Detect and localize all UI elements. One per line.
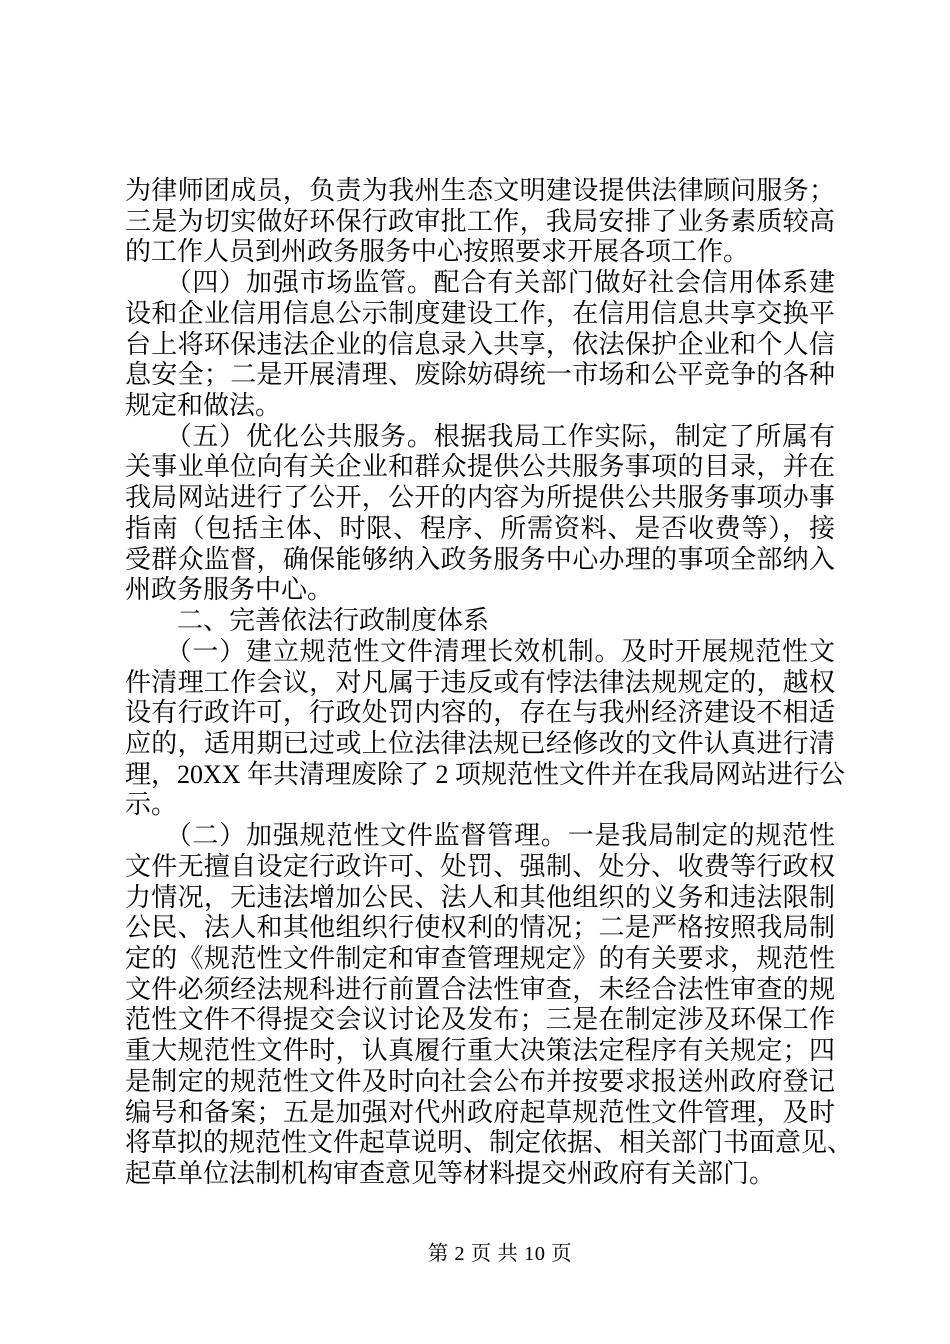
text-line: 件清理工作会议，对凡属于违反或有悖法律法规规定的，越权 bbox=[125, 667, 835, 697]
text-line: 指南（包括主体、时限、程序、所需资料、是否收费等），接 bbox=[125, 513, 835, 543]
text-line: 我局网站进行了公开，公开的内容为所提供公共服务事项办事 bbox=[125, 483, 835, 513]
text-line: 二、完善依法行政制度体系 bbox=[125, 606, 490, 636]
document-body bbox=[125, 176, 854, 1190]
text-line: 规定和做法。 bbox=[125, 391, 282, 421]
text-line: 编号和备案；五是加强对代州政府起草规范性文件管理，及时 bbox=[125, 1097, 835, 1127]
text-line: 为律师团成员，负责为我州生态文明建设提供法律顾问服务； bbox=[125, 176, 835, 205]
paragraph bbox=[125, 636, 846, 821]
text-line: 重大规范性文件时，认真履行重大决策法定程序有关规定；四 bbox=[125, 1036, 835, 1066]
text-line: （四）加强市场监管。配合有关部门做好社会信用体系建 bbox=[125, 268, 835, 298]
text-line: 设和企业信用信息公示制度建设工作，在信用信息共享交换平 bbox=[125, 298, 835, 328]
paragraph bbox=[125, 821, 854, 1190]
text-line: 示。 bbox=[125, 790, 178, 820]
text-line: 三是为切实做好环保行政审批工作，我局安排了业务素质较高 bbox=[125, 206, 835, 236]
text-line: 将草拟的规范性文件起草说明、制定依据、相关部门书面意见、 bbox=[125, 1128, 854, 1158]
text-line: 公民、法人和其他组织行使权利的情况；二是严格按照我局制 bbox=[125, 913, 835, 943]
text-line: 理，20XX 年共清理废除了 2 项规范性文件并在我局网站进行公 bbox=[125, 759, 846, 789]
text-line: 应的，适用期已过或上位法律法规已经修改的文件认真进行清 bbox=[125, 728, 835, 758]
text-line: 设有行政许可，行政处罚内容的，存在与我州经济建设不相适 bbox=[125, 698, 835, 728]
text-line: 台上将环保违法企业的信息录入共享，依法保护企业和个人信 bbox=[125, 329, 835, 359]
text-line: 范性文件不得提交会议讨论及发布；三是在制定涉及环保工作 bbox=[125, 1005, 835, 1035]
text-line: 息安全；二是开展清理、废除妨碍统一市场和公平竞争的各种 bbox=[125, 360, 835, 390]
text-line: （五）优化公共服务。根据我局工作实际，制定了所属有 bbox=[125, 421, 835, 451]
paragraph bbox=[125, 422, 835, 606]
text-line: 文件必须经法规科进行前置合法性审查，未经合法性审查的规 bbox=[125, 974, 835, 1004]
text-line: 是制定的规范性文件及时向社会公布并按要求报送州政府登记 bbox=[125, 1066, 835, 1096]
text-line: 力情况，无违法增加公民、法人和其他组织的义务和违法限制 bbox=[125, 882, 835, 912]
page-footer: 第 2 页 共 10 页 bbox=[427, 1243, 573, 1265]
text-line: 州政务服务中心。 bbox=[125, 575, 334, 605]
text-line: 文件无擅自设定行政许可、处罚、强制、处分、收费等行政权 bbox=[125, 851, 835, 881]
text-line: 关事业单位向有关企业和群众提供公共服务事项的目录，并在 bbox=[125, 452, 835, 482]
text-line: 定的《规范性文件制定和审查管理规定》的有关要求，规范性 bbox=[125, 943, 835, 973]
paragraph bbox=[125, 176, 835, 268]
text-line: 起草单位法制机构审查意见等材料提交州政府有关部门。 bbox=[125, 1159, 776, 1188]
text-line: （一）建立规范性文件清理长效机制。及时开展规范性文 bbox=[125, 636, 835, 666]
paragraph bbox=[125, 268, 835, 422]
text-line: 的工作人员到州政务服务中心按照要求开展各项工作。 bbox=[125, 237, 750, 267]
section-heading bbox=[125, 606, 835, 637]
text-line: 受群众监督，确保能够纳入政务服务中心办理的事项全部纳入 bbox=[125, 544, 835, 574]
text-line: （二）加强规范性文件监督管理。一是我局制定的规范性 bbox=[125, 821, 835, 851]
